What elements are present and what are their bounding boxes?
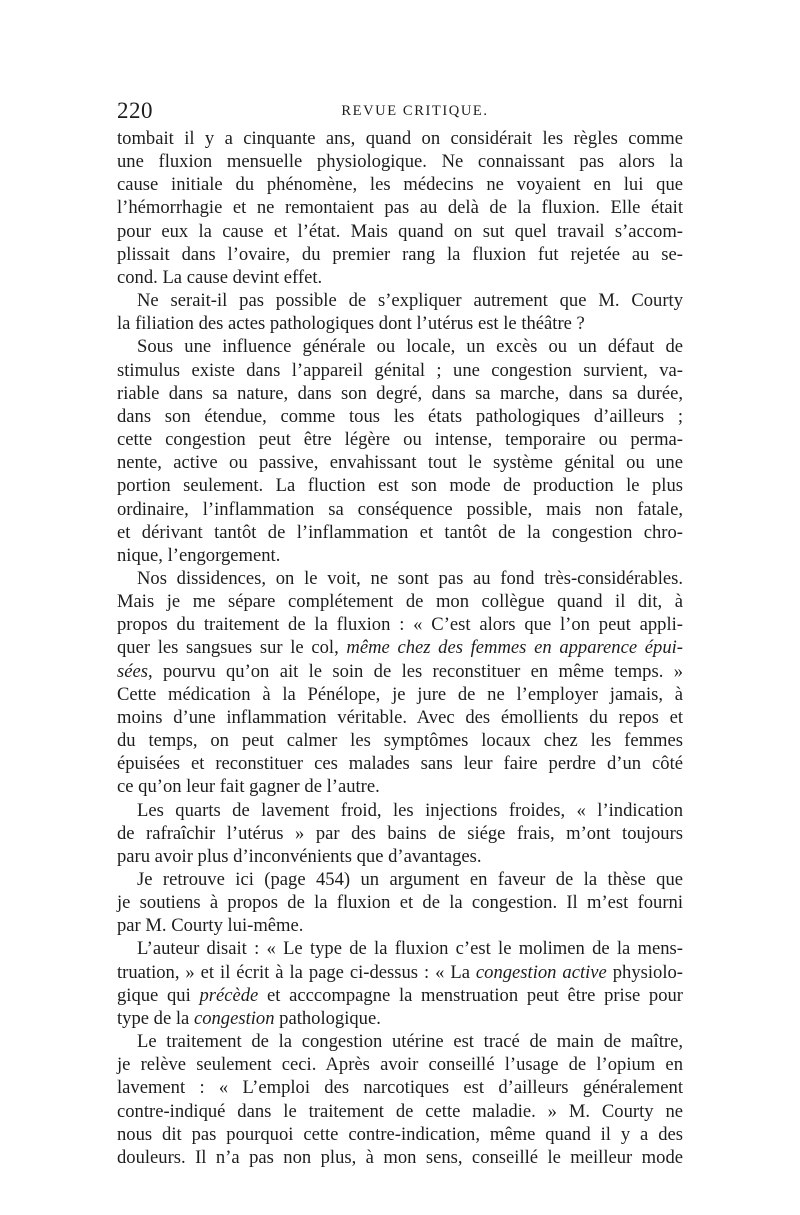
text-line: Mais je me sépare complétement de mon collègue quand il dit, à xyxy=(117,591,683,613)
text-line: l’hémorrhagie et ne remontaient pas au delà de la fluxion. Elle était xyxy=(117,197,683,219)
text-line: et dérivant tantôt de l’inflammation et tantôt de la congestion chro- xyxy=(117,521,683,543)
text-line: Ne serait-il pas possible de s’expliquer autrement que M. Courty xyxy=(137,290,683,312)
text-run: truation, » et il écrit à la page ci-dessus : « La xyxy=(117,961,476,983)
text-line: plissait dans l’ovaire, du premier rang la fluxion fut rejetée au se- xyxy=(117,243,683,265)
text-line xyxy=(117,636,683,659)
text-line: Sous une influence générale ou locale, un excès ou un défaut de xyxy=(137,336,683,358)
text-run: pathologique. xyxy=(274,1007,381,1029)
text-line: moins d’une inflammation véritable. Avec des émollients du repos et xyxy=(117,706,683,728)
text-line: dans son étendue, comme tous les états pathologiques d’ailleurs ; xyxy=(117,405,683,427)
text-run: , pourvu qu’on ait le soin de les reconstituer en même temps. » xyxy=(147,660,683,682)
text-line: portion seulement. La fluction est son mode de production le plus xyxy=(117,475,683,497)
italic-text-run: même chez des femmes en apparence épui- xyxy=(346,637,683,659)
text-line xyxy=(117,1007,683,1030)
text-line: ordinaire, l’inflammation sa conséquence possible, mais non fatale, xyxy=(117,498,683,520)
text-line: épuisées et reconstituer ces malades sans leur faire perdre d’un côté xyxy=(117,753,683,775)
running-title: REVUE CRITIQUE. xyxy=(341,103,489,119)
italic-text-run: précède xyxy=(199,984,259,1006)
text-line: propos du traitement de la fluxion : « C’est alors que l’on peut appli- xyxy=(117,614,683,636)
page-header xyxy=(117,98,683,124)
text-line: je relève seulement ceci. Après avoir conseillé l’usage de l’opium en xyxy=(117,1054,683,1076)
text-line: paru avoir plus d’inconvénients que d’avantages. xyxy=(117,845,482,867)
body-text xyxy=(117,127,683,1169)
italic-text-run: sées xyxy=(117,660,148,682)
text-line: Cette médication à la Pénélope, je jure de ne l’employer jamais, à xyxy=(117,683,683,705)
text-line: tombait il y a cinquante ans, quand on considérait les règles comme xyxy=(117,128,683,149)
text-line xyxy=(117,984,683,1007)
text-line: Les quarts de lavement froid, les injections froides, « l’indication xyxy=(137,799,683,821)
text-line: lavement : « L’emploi des narcotiques est d’ailleurs généralement xyxy=(117,1077,683,1099)
text-line: Le traitement de la congestion utérine est tracé de main de maître, xyxy=(137,1031,683,1053)
text-line: ce qu’on leur fait gagner de l’autre. xyxy=(117,776,380,798)
text-line: pour eux la cause et l’état. Mais quand on sut quel travail s’accom- xyxy=(117,220,683,242)
text-line: de rafraîchir l’utérus » par des bains de siége frais, m’ont toujours xyxy=(117,822,683,844)
text-run: physiolo- xyxy=(606,961,683,983)
text-line: la filiation des actes pathologiques dont l’utérus est le théâtre ? xyxy=(117,313,585,335)
text-line: une fluxion mensuelle physiologique. Ne connaissant pas alors la xyxy=(117,151,683,173)
italic-text-run: congestion active xyxy=(475,961,607,983)
text-line xyxy=(117,660,683,683)
text-line: douleurs. Il n’a pas non plus, à mon sens, conseillé le meilleur mode xyxy=(117,1146,683,1168)
text-line: par M. Courty lui-même. xyxy=(117,915,304,937)
italic-text-run: congestion xyxy=(193,1007,275,1029)
text-line: je soutiens à propos de la fluxion et de la congestion. Il m’est fourni xyxy=(117,892,683,914)
page-number: 220 xyxy=(117,98,153,123)
text-line: nique, l’engorgement. xyxy=(117,544,281,566)
text-line: cause initiale du phénomène, les médecins ne voyaient en lui que xyxy=(117,174,683,196)
text-line xyxy=(117,961,683,984)
text-line: L’auteur disait : « Le type de la fluxion c’est le molimen de la mens- xyxy=(137,938,683,960)
text-line: cond. La cause devint effet. xyxy=(117,266,323,288)
text-line: Nos dissidences, on le voit, ne sont pas au fond très-considérables. xyxy=(137,567,683,589)
text-line: stimulus existe dans l’appareil génital ; une congestion survient, va- xyxy=(117,359,683,381)
text-line: du temps, on peut calmer les symptômes locaux chez les femmes xyxy=(117,730,683,752)
text-line: nente, active ou passive, envahissant tout le système génital ou une xyxy=(117,452,683,474)
text-line: contre-indiqué dans le traitement de cette maladie. » M. Courty ne xyxy=(117,1100,683,1122)
text-line: cette congestion peut être légère ou intense, temporaire ou perma- xyxy=(117,429,683,451)
text-line: nous dit pas pourquoi cette contre-indication, même quand il y a des xyxy=(117,1123,683,1145)
text-run: gique qui xyxy=(117,984,200,1006)
text-run: et acccompagne la menstruation peut être prise pour xyxy=(258,984,683,1006)
text-run: quer les sangsues sur le col, xyxy=(117,637,347,659)
text-line: Je retrouve ici (page 454) un argument en faveur de la thèse que xyxy=(137,869,683,890)
text-line: riable dans sa nature, dans son degré, dans sa marche, dans sa durée, xyxy=(117,382,683,404)
text-run: type de la xyxy=(117,1007,194,1029)
